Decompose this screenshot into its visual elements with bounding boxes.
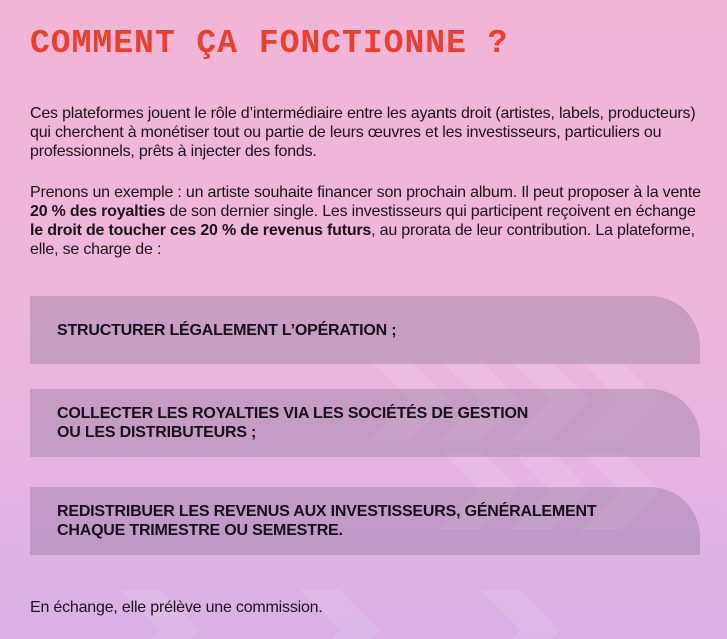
example-paragraph bbox=[30, 183, 710, 259]
example-text-1: Prenons un exemple : un artiste souhaite financer son prochain album. Il peut proposer à la vente bbox=[30, 184, 701, 201]
step-label: STRUCTURER LÉGALEMENT L’OPÉRATION ; bbox=[57, 321, 397, 339]
closing-sentence: En échange, elle prélève une commission. bbox=[30, 599, 323, 616]
page-title: COMMENT ÇA FONCTIONNE ? bbox=[30, 25, 509, 62]
step-card-structure bbox=[30, 296, 700, 364]
step-label: COLLECTER LES ROYALTIES VIA LES SOCIÉTÉS DE GESTION OU LES DISTRIBUTEURS ; bbox=[57, 405, 529, 441]
example-highlight-rights: le droit de toucher ces 20 % de revenus futurs bbox=[30, 222, 372, 239]
step-card-collect bbox=[30, 389, 700, 457]
example-highlight-royalties: 20 % des royalties bbox=[30, 203, 166, 220]
intro-paragraph: Ces plateformes jouent le rôle d’intermédiaire entre les ayants droit (artistes, labels, producteurs) qui cherchent à monétiser tout ou partie de leurs œuvres et les investisseurs, particuliers ou professionnels, prêts à injecter des fonds. bbox=[30, 105, 696, 160]
example-text-3: , au prorata de leur contribution. La plateforme, elle, se charge de : bbox=[30, 222, 695, 258]
step-label: REDISTRIBUER LES REVENUS AUX INVESTISSEURS, GÉNÉRALEMENT CHAQUE TRIMESTRE OU SEMESTRE. bbox=[57, 503, 597, 539]
step-card-redistribute bbox=[30, 487, 700, 555]
example-text-2: de son dernier single. Les investisseurs qui participent reçoivent en échange bbox=[165, 203, 696, 220]
